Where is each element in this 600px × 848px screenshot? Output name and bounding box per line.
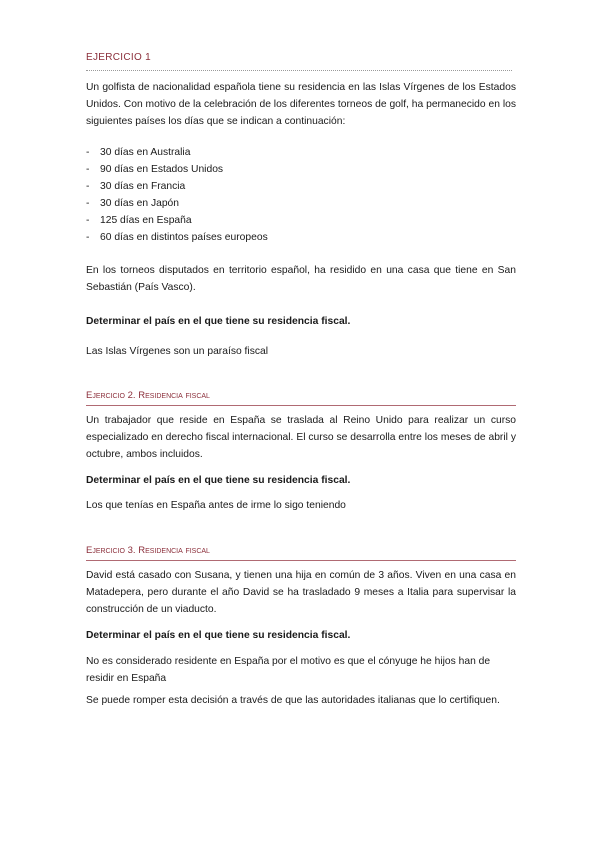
exercise-3-question: Determinar el país en el que tiene su residencia fiscal. (86, 630, 351, 641)
days-list (86, 144, 268, 246)
exercise-1-answer: Las Islas Vírgenes son un paraíso fiscal (86, 346, 269, 357)
exercise-3-divider (86, 560, 516, 561)
exercise-2-answer: Los que tenías en España antes de irme lo sigo teniendo (86, 500, 346, 511)
exercise-3-answer-1: No es considerado residente en España por el motivo es que el cónyuge he hijos han de residir en España (86, 656, 491, 684)
exercise-1-question: Determinar el país en el que tiene su residencia fiscal. (86, 316, 351, 327)
list-item: - 30 días en Japón (86, 198, 180, 209)
exercise-3-answer-2: Se puede romper esta decisión a través de que las autoridades italianas que lo certifiquen. (86, 695, 500, 706)
exercise-2-title: Ejercicio 2. Residencia fiscal (86, 390, 210, 401)
exercise-2-question: Determinar el país en el que tiene su residencia fiscal. (86, 475, 351, 486)
exercise-1-title: EJERCICIO 1 (86, 52, 151, 63)
list-item: - 90 días en Estados Unidos (86, 164, 224, 175)
list-item: - 60 días en distintos países europeos (86, 232, 268, 243)
exercise-3-title: Ejercicio 3. Residencia fiscal (86, 545, 210, 556)
exercise-1-paragraph: En los torneos disputados en territorio español, ha residido en una casa que tiene en San Sebastián (País Vasco). (86, 265, 516, 293)
exercise-1-divider (86, 70, 512, 71)
list-item: - 125 días en España (86, 215, 192, 226)
exercise-1-intro: Un golfista de nacionalidad española tiene su residencia en las Islas Vírgenes de los Estados Unidos. Con motivo de la celebración de los diferentes torneos de golf, ha permanecido en los siguientes países los días que se indican a continuación: (86, 82, 516, 127)
exercise-3-intro: David está casado con Susana, y tienen una hija en común de 3 años. Viven en una casa en Matadepera, pero durante el año David se ha trasladado 9 meses a Italia para supervisar la construcción de un viaducto. (86, 570, 516, 615)
list-item: - 30 días en Francia (86, 181, 186, 192)
exercise-2-divider (86, 405, 516, 406)
list-item: - 30 días en Australia (86, 147, 191, 158)
exercise-2-intro: Un trabajador que reside en España se traslada al Reino Unido para realizar un curso especializado en derecho fiscal internacional. El curso se desarrolla entre los meses de abril y octubre, ambos incluidos. (86, 415, 516, 460)
